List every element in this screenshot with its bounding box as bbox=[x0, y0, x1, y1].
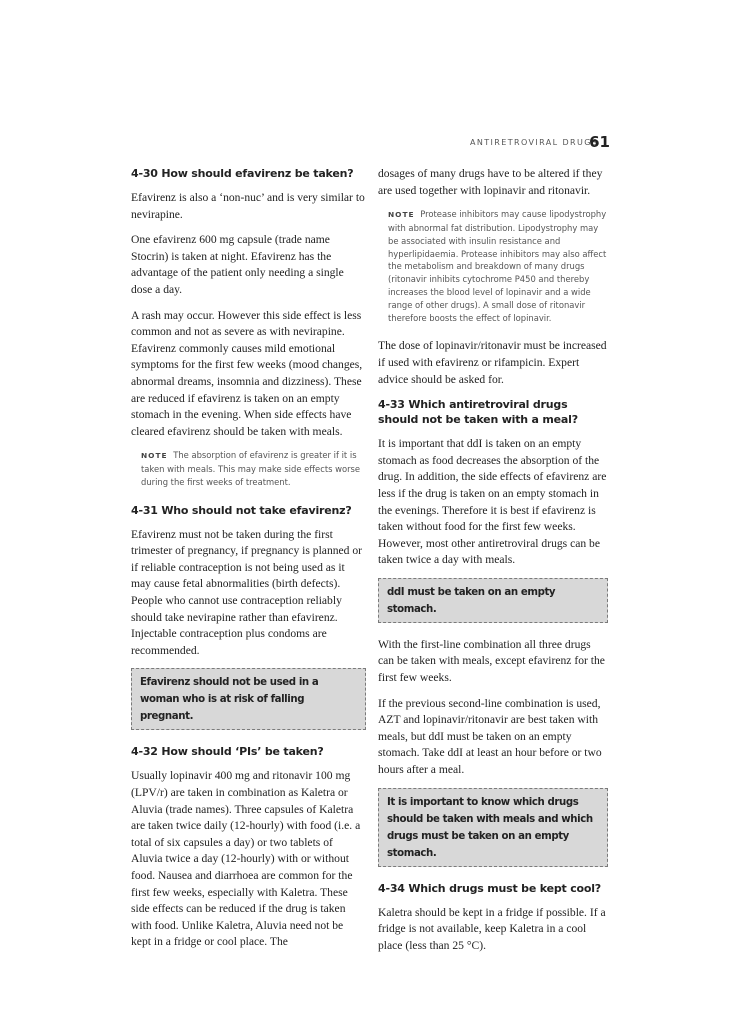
paragraph: A rash may occur. However this side effect is less common and not as severe as with nevirapine. Efavirenz commonly causes mild emotional symptoms for the first few weeks (mood changes, abnormal dreams, insomnia and dizziness). These are reduced if efavirenz is taken on an empty stomach in the evening. When side effects have cleared efavirenz should be taken with meals. bbox=[131, 308, 363, 438]
left-column bbox=[131, 166, 366, 960]
callout-box: ddI must be taken on an empty stomach. bbox=[378, 578, 608, 623]
heading-4-31: 4-31 Who should not take efavirenz? bbox=[131, 503, 352, 517]
paragraph: dosages of many drugs have to be altered if they are used together with lopinavir and ritonavir. bbox=[378, 167, 603, 197]
paragraph: One efavirenz 600 mg capsule (trade name Stocrin) is taken at night. Efavirenz has the advantage of the patient only needing a single dose a day. bbox=[131, 233, 344, 296]
heading-4-33: 4-33 Which antiretroviral drugs should not be taken with a meal? bbox=[378, 398, 578, 427]
callout-box: It is important to know which drugs should be taken with meals and which drugs must be taken on an empty stomach. bbox=[378, 788, 608, 867]
paragraph: If the previous second-line combination is used, AZT and lopinavir/ritonavir are best taken with meals, but ddI must be taken on an empty stomach. Take ddI at least an hour before or two hours after a meal. bbox=[378, 696, 602, 777]
note-label: NOTE bbox=[388, 210, 415, 220]
paragraph: Efavirenz is also a ‘non-nuc’ and is very similar to nevirapine. bbox=[131, 191, 365, 221]
heading-4-32: 4-32 How should ‘PIs’ be taken? bbox=[131, 745, 324, 759]
paragraph: Usually lopinavir 400 mg and ritonavir 100 mg (LPV/r) are taken in combination as Kaletra or Aluvia (trade names). Three capsules of Kaletra are taken twice daily (12-hourly) with food (i.e. a total of six capsules a day) or two tablets of Aluvia twice a day (12-hourly) with or without food. Nausea and diarrhoea are common for the first few weeks, especially with Kaletra. These side effects can be reduced if the drug is taken with food. Unlike Kaletra, Aluvia need not be kept in a fridge or cool place. The bbox=[131, 769, 361, 949]
running-header bbox=[470, 135, 610, 155]
page-number: 61 bbox=[589, 133, 610, 151]
callout-box: Efavirenz should not be used in a woman who is at risk of falling pregnant. bbox=[131, 668, 366, 730]
note-text: The absorption of efavirenz is greater if it is taken with meals. This may make side effects worse during the first weeks of treatment. bbox=[141, 450, 361, 487]
paragraph: With the first-line combination all three drugs can be taken with meals, except efavirenz for the first few weeks. bbox=[378, 637, 605, 685]
right-column bbox=[378, 166, 608, 963]
note-text: Protease inhibitors may cause lipodystrophy with abnormal fat distribution. Lipodystrophy may be associated with insulin resistance and hyperlipidaemia. Protease inhibitors may also affect the metabolism and breakdown of many drugs (ritonavir inhibits cytochrome P450 and thereby increases the blood level of lopinavir and a wide range of other drugs). A small dose of ritonavir therefore boosts the effect of lopinavir. bbox=[388, 209, 607, 323]
paragraph: Kaletra should be kept in a fridge if possible. If a fridge is not available, keep Kaletra in a cool place (less than 25 °C). bbox=[378, 905, 606, 952]
paragraph: Efavirenz must not be taken during the first trimester of pregnancy, if pregnancy is planned or if reliable contraception is not being used as it may cause fetal abnormalities (birth defects). People who cannot use contraception reliably should take nevirapine rather than efavirenz. Injectable contraception plus condoms are recommended. bbox=[131, 527, 363, 657]
note-box bbox=[141, 449, 366, 488]
running-title: ANTIRETROVIRAL DRUGS bbox=[470, 138, 599, 147]
heading-4-34: 4-34 Which drugs must be kept cool? bbox=[378, 881, 601, 895]
paragraph: It is important that ddI is taken on an empty stomach as food decreases the absorption of the drug. In addition, the side effects of efavirenz are less if the drug is taken on an empty stomach in the evenings. Therefore it is best if efavirenz is taken without food for the first few weeks. However, most other antiretroviral drugs can be taken twice a day with meals. bbox=[378, 437, 607, 567]
paragraph: The dose of lopinavir/ritonavir must be increased if used with efavirenz or rifampicin. Expert advice should be asked for. bbox=[378, 339, 607, 386]
note-label: NOTE bbox=[141, 451, 168, 461]
heading-4-30: 4-30 How should efavirenz be taken? bbox=[131, 167, 354, 180]
note-box bbox=[388, 208, 608, 324]
